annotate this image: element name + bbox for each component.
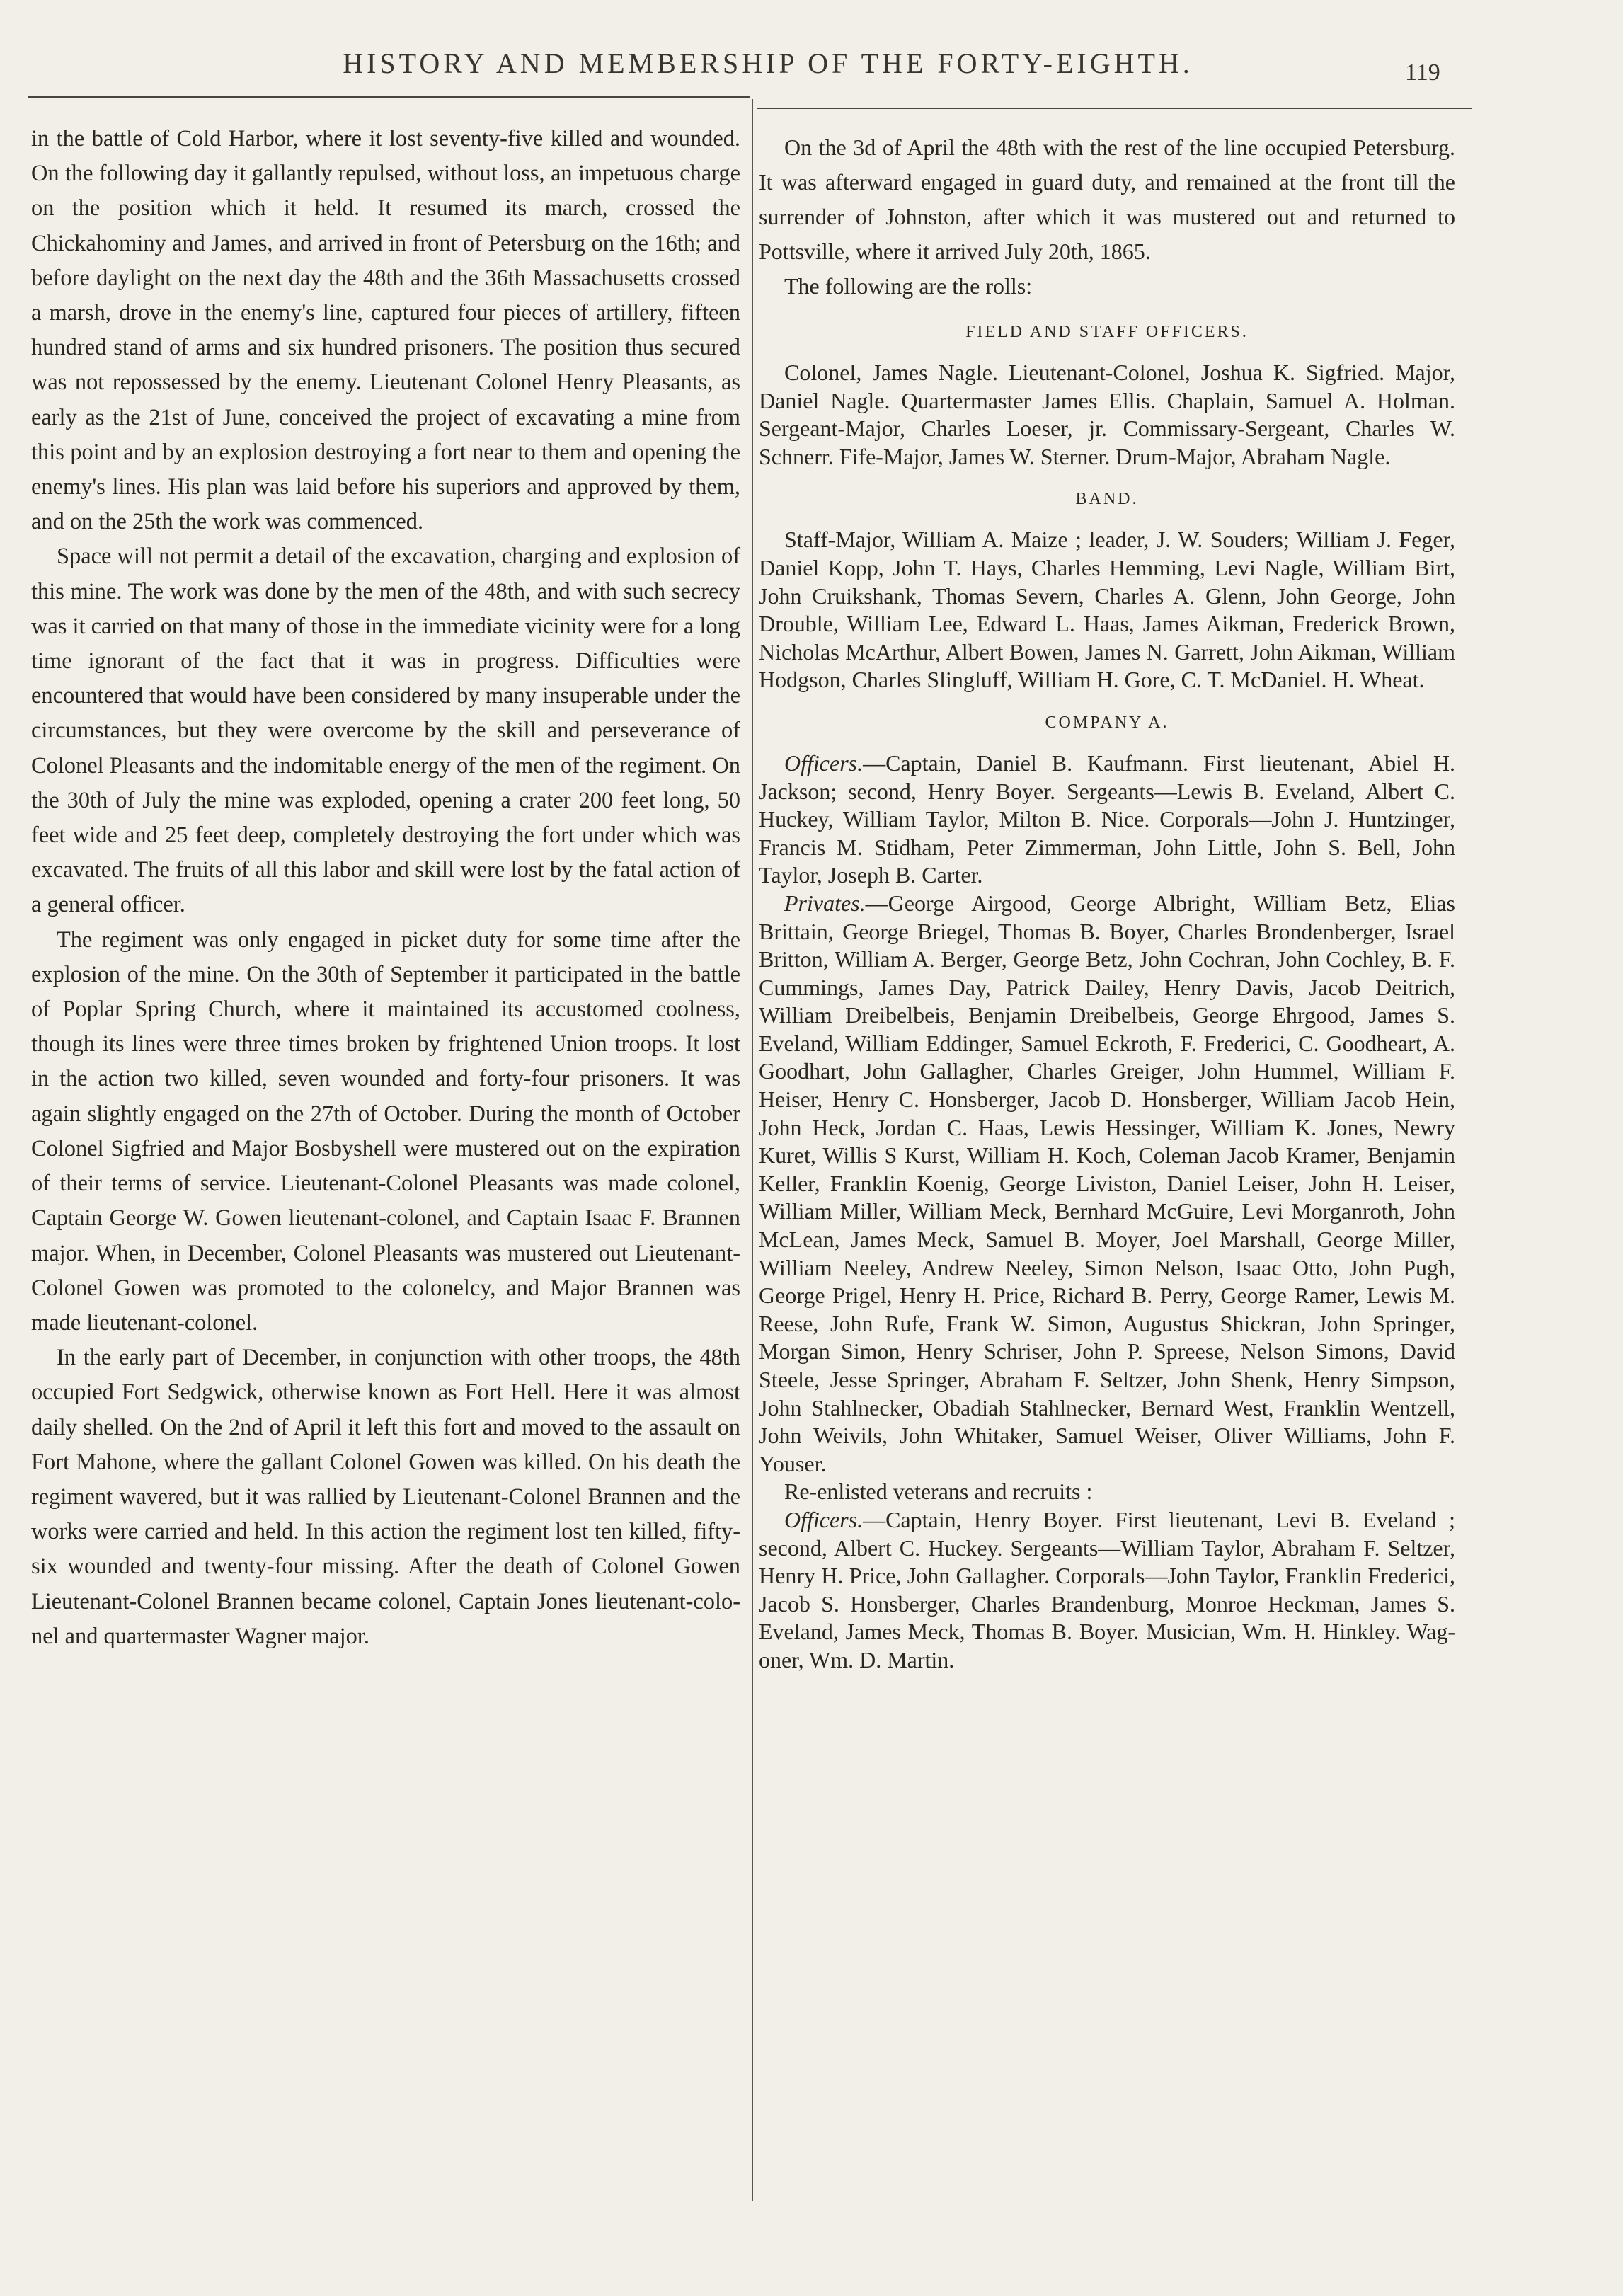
left-column: [31, 122, 740, 1654]
paragraph-petersburg: On the 3d of April the 48th with the rest of the line occupied Petersburg. It was afterward engaged in guard duty, and remained at the front till the surrender of Johnston, after which it was mustered out and returned to Pottsville, where it arrived July 20th, 1865.: [759, 134, 1455, 264]
reenlisted-intro: Re-enlisted veterans and recruits :: [784, 1479, 1093, 1505]
reenlisted-officers: [759, 1506, 1455, 1675]
header-rule-right: [757, 108, 1472, 109]
company-a-officers: [759, 750, 1455, 890]
field-staff-heading: FIELD AND STAFF OFFICERS.: [965, 323, 1249, 341]
header-rule-left: [28, 96, 750, 98]
reenlisted-officers-label: Officers.: [784, 1506, 864, 1532]
column-divider: [752, 99, 753, 2201]
privates-label: Privates.: [784, 890, 866, 916]
company-a-heading: COMPANY A.: [1045, 713, 1169, 732]
paragraph-poplar-spring: The regiment was only engaged in picket duty for some time after the explosion of the mine. On the 30th of September it participated in the battle of Poplar Spring Church, where it maintained its accustomed coolness, though its lines were three times broken by frightened Union troops. It lost in the action two killed, seven wounded and forty-four prisoners. It was again slightly engaged on the 27th of October. During the month of October Colonel Sigfried and Major Bosbyshell were mustered out on the expiration of their terms of service. Lieutenant-Colonel Pleasants was made colonel, Captain George W. Gowen lieutenant-colonel, and Captain Isaac F. Brannen major. When, in December, Colonel Pleasants was mustered out Lieutenant-Colonel Gowen was promoted to the colonelcy, and Major Brannen was made lieutenant-colonel.: [31, 926, 740, 1336]
paragraph-fort-hell: In the early part of December, in conjunction with other troops, the 48th occupied Fort Sedgwick, otherwise known as Fort Hell. Here it was almost daily shelled. On the 2nd of April it left this fort and moved to the assault on Fort Mahone, where the gallant Colonel Gowen was killed. On his death the regiment wavered, but it was rallied by Lieutenant-Colonel Brannen and the works were carried and held. In this action the regiment lost ten killed, fifty-six wounded and twenty-four missing. After the death of Colonel Gowen Lieutenant-Colonel Brannen became colonel, Captain Jones lieutenant-colonel and quartermaster Wagner major.: [31, 1345, 740, 1649]
band-roll: Staff-Major, William A. Maize ; leader, J. W. Souders; William J. Feger, Daniel Kopp, John T. Hays, Charles Hemming, Levi Nagle, William Birt, John Cruikshank, Thomas Severn, Charles A. Glenn, John George, John Drouble, William Lee, Edward L. Haas, James Aikman, Frederick Brown, Nicholas McArthur, Albert Bowen, James N. Garrett, John Aikman, William Hodgson, Charles Slingluff, William H. Gore, C. T. McDaniel. H. Wheat.: [759, 527, 1455, 693]
privates-text: —George Airgood, George Albright, William Betz, Elias Brittain, George Briegel, Thomas B. Boyer, Charles Brondenberger, Israel Britton, William A. Berger, George Betz, John Cochran, John Cochley, B. F. Cummings, James Day, Patrick Dailey, Henry Davis, Jacob Deitrich, William Dreibelbeis, Benjamin Dreibelbeis, George Ehrgood, James S. Eveland, William Eddinger, Samuel Eckroth, F. Frederici, C. Goodheart, A. Goodhart, John Gallagher, Charles Greiger, John Hummel, William F. Heiser, Henry C. Honsberger, Jacob D. Honsberger, William Jacob Hein, John Heck, Jordan C. Haas, Lewis Hessinger, William K. Jones, Newry Kuret, Willis S Kurst, William H. Koch, Coleman Jacob Kramer, Benjamin Keller, Franklin Koenig, George Liviston, Daniel Leiser, John H. Leiser, William Miller, William Meck, Bernhard McGuire, Levi Morganroth, John McLean, James Meck, Samuel B. Moyer, Joel Marshall, George Miller, William Neeley, Andrew Neeley, Simon Nelson, Isaac Otto, John Pugh, George Prigel, Henry H. Price, Richard B. Perry, George Ramer, Lewis M. Reese, John Rufe, Frank W. Simon, Augustus Shickran, John Springer, Morgan Simon, Henry Schriser, John P. Spreese, Nelson Simons, David Steele, Jesse Springer, Abraham F. Seltzer, John Shenk, Henry Simpson, John Stahlnecker, Obadiah Stahlnecker, Bernard West, Franklin Wentzell, John Weivils, John Whitaker, Samuel Weiser, Oliver Williams, John F. Youser.: [759, 890, 1455, 1476]
officers-label: Officers.: [784, 750, 864, 776]
right-column: [759, 130, 1455, 1675]
officers-text: —Captain, Daniel B. Kaufmann. First lieutenant, Abiel H. Jackson; second, Henry Boyer. Sergeants—Lewis B. Eveland, Albert C. Huckey, William Taylor, Milton B. Nice. Corporals—John J. Huntzinger, Francis M. Stidham, Peter Zimmerman, John Little, John S. Bell, John Taylor, Joseph B. Carter.: [759, 750, 1455, 888]
company-a-privates: [759, 890, 1455, 1478]
field-staff-roll: Colonel, James Nagle. Lieutenant-Colonel, Joshua K. Sigfried. Major, Daniel Nagle. Quartermaster James Ellis. Chaplain, Samuel A. Holman. Sergeant-Major, Charles Loeser, jr. Commissary-Sergeant, Charles W. Schnerr. Fife-Major, James W. Sterner. Drum-Major, Abraham Nagle.: [759, 360, 1455, 469]
page-number: 119: [1405, 59, 1440, 86]
paragraph-mine-excavation: Space will not permit a detail of the excavation, charging and explosion of this mine. The work was done by the men of the 48th, and with such secrecy was it carried on that many of those in the immediate vicinity were for a long time ignorant of the fact that it was in progress. Difficulties were encountered that would have been considered by many insuperable under the circumstances, but they were overcome by the skill and perseverance of Colonel Pleasants and the indomitable energy of the men of the regiment. On the 30th of July the mine was exploded, opening a crater 200 feet long, 50 feet wide and 25 feet deep, completely destroying the fort under which was excavated. The fruits of all this labor and skill were lost by the fatal action of a general officer.: [31, 544, 740, 918]
running-head: HISTORY AND MEMBERSHIP OF THE FORTY-EIGHTH.: [343, 47, 1193, 79]
reenlisted-officers-text: —Captain, Henry Boyer. First lieutenant, Levi B. Eveland ; second, Albert C. Huckey. Sergeants—William Taylor, Abraham F. Seltzer, Henry H. Price, John Gallagher. Corporals—John Taylor, Franklin Frederici, Jacob S. Honsberger, Charles Brandenburg, Monroe Heckman, James S. Eveland, James Meck, Thomas B. Boyer. Musician, Wm. H. Hinkley. Wagoner, Wm. D. Martin.: [759, 1506, 1455, 1672]
paragraph-rolls-intro: The following are the rolls:: [784, 273, 1033, 299]
band-heading: BAND.: [1075, 490, 1139, 509]
paragraph-cold-harbor: in the battle of Cold Harbor, where it lost seventy-five killed and wounded. On the following day it gallantly repulsed, without loss, an impetuous charge on the position which it held. It resumed its march, crossed the Chickahominy and James, and arrived in front of Petersburg on the 16th; and before daylight on the next day the 48th and the 36th Massachusetts crossed a marsh, drove in the enemy's line, captured four pieces of artillery, fifteen hundred stand of arms and six hundred prisoners. The position thus secured was not repossessed by the enemy. Lieutenant Colonel Henry Pleasants, as early as the 21st of June, conceived the project of excavating a mine from this point and by an explosion destroying a fort near to them and opening the enemy's lines. His plan was laid before his superiors and approved by them, and on the 25th the work was commenced.: [31, 126, 740, 535]
